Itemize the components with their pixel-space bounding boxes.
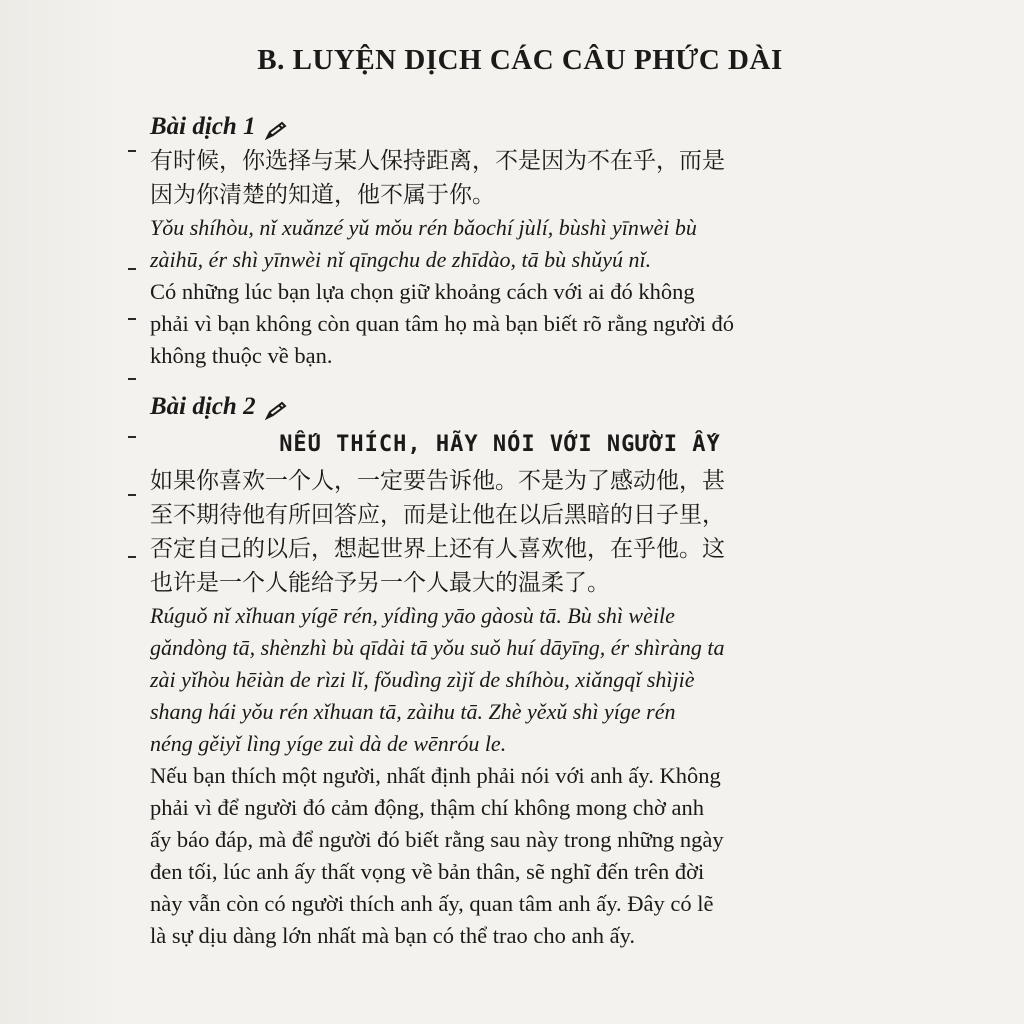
pencil-icon (264, 397, 288, 417)
translation-heading (150, 110, 850, 144)
poem-title: NẾU THÍCH, HÃY NÓI VỚI NGƯỜI ẤY (279, 432, 721, 457)
margin-mark (128, 556, 136, 558)
translation-heading (150, 390, 850, 424)
chinese-line: 因为你清楚的知道，他不属于你。 (150, 182, 495, 208)
chinese-line: 有时候，你选择与某人保持距离，不是因为不在乎，而是 (150, 148, 725, 174)
vietnamese-line: Nếu bạn thích một người, nhất định phải nói với anh ấy. Không (150, 763, 721, 788)
translation-block-1 (150, 110, 850, 372)
pinyin-line: gǎndòng tā, shènzhì bù qīdài tā yǒu suǒ huí dāyīng, ér shìràng ta (150, 635, 725, 660)
vietnamese-text (150, 276, 850, 372)
pinyin-line: Yǒu shíhòu, nǐ xuǎnzé yǔ mǒu rén bǎochí jùlí, bùshì yīnwèi bù (150, 215, 697, 240)
pinyin-line: Rúguǒ nǐ xǐhuan yígē rén, yídìng yāo gàosù tā. Bù shì wèile (150, 603, 675, 628)
pinyin-line: zài yǐhòu hēiàn de rìzi lǐ, fǒudìng zìjǐ de shíhòu, xiǎngqǐ shìjiè (150, 667, 695, 692)
vietnamese-line: phải vì bạn không còn quan tâm họ mà bạn biết rõ rằng người đó (150, 311, 734, 336)
vietnamese-line: phải vì để người đó cảm động, thậm chí không mong chờ anh (150, 795, 705, 820)
pinyin-line: néng gěiyǐ lìng yíge zuì dà de wēnróu le. (150, 731, 507, 756)
chinese-line: 否定自己的以后，想起世界上还有人喜欢他，在乎他。这 (150, 536, 725, 562)
page-content (150, 44, 850, 952)
vietnamese-line: Có những lúc bạn lựa chọn giữ khoảng cách với ai đó không (150, 279, 695, 304)
vietnamese-line: đen tối, lúc anh ấy thất vọng về bản thân, sẽ nghĩ đến trên đời (150, 859, 705, 884)
chinese-line: 至不期待他有所回答应，而是让他在以后黑暗的日子里， (150, 502, 725, 528)
translation-heading-label: Bài dịch 2 (150, 393, 256, 420)
chinese-text (150, 144, 850, 212)
bleed-through-text (856, 40, 1024, 1024)
margin-mark (128, 318, 136, 320)
pinyin-text (150, 212, 850, 276)
chinese-line: 如果你喜欢一个人，一定要告诉他。不是为了感动他，甚 (150, 468, 725, 494)
vietnamese-line: ấy báo đáp, mà để người đó biết rằng sau này trong những ngày (150, 827, 724, 852)
translation-heading-label: Bài dịch 1 (150, 113, 256, 140)
vietnamese-line: này vẫn còn có người thích anh ấy, quan tâm anh ấy. Đây có lẽ (150, 891, 714, 916)
pinyin-line: shang hái yǒu rén xǐhuan tā, zàihu tā. Zhè yěxǔ shì yíge rén (150, 699, 676, 724)
chinese-line: 也许是一个人能给予另一个人最大的温柔了。 (150, 570, 610, 596)
margin-mark (128, 150, 136, 152)
vietnamese-line: là sự dịu dàng lớn nhất mà bạn có thể trao cho anh ấy. (150, 923, 635, 948)
margin-mark (128, 494, 136, 496)
margin-mark (128, 378, 136, 380)
translation-block-2 (150, 390, 850, 952)
margin-mark (128, 268, 136, 270)
vietnamese-line: không thuộc về bạn. (150, 343, 333, 368)
section-title: B. LUYỆN DỊCH CÁC CÂU PHỨC DÀI (257, 44, 783, 76)
pinyin-text (150, 600, 850, 760)
chinese-text (150, 464, 850, 600)
vietnamese-text (150, 760, 850, 952)
pencil-icon (264, 117, 288, 137)
margin-mark (128, 436, 136, 438)
pinyin-line: zàihū, ér shì yīnwèi nǐ qīngchu de zhīdào, tā bù shǔyú nǐ. (150, 247, 652, 272)
